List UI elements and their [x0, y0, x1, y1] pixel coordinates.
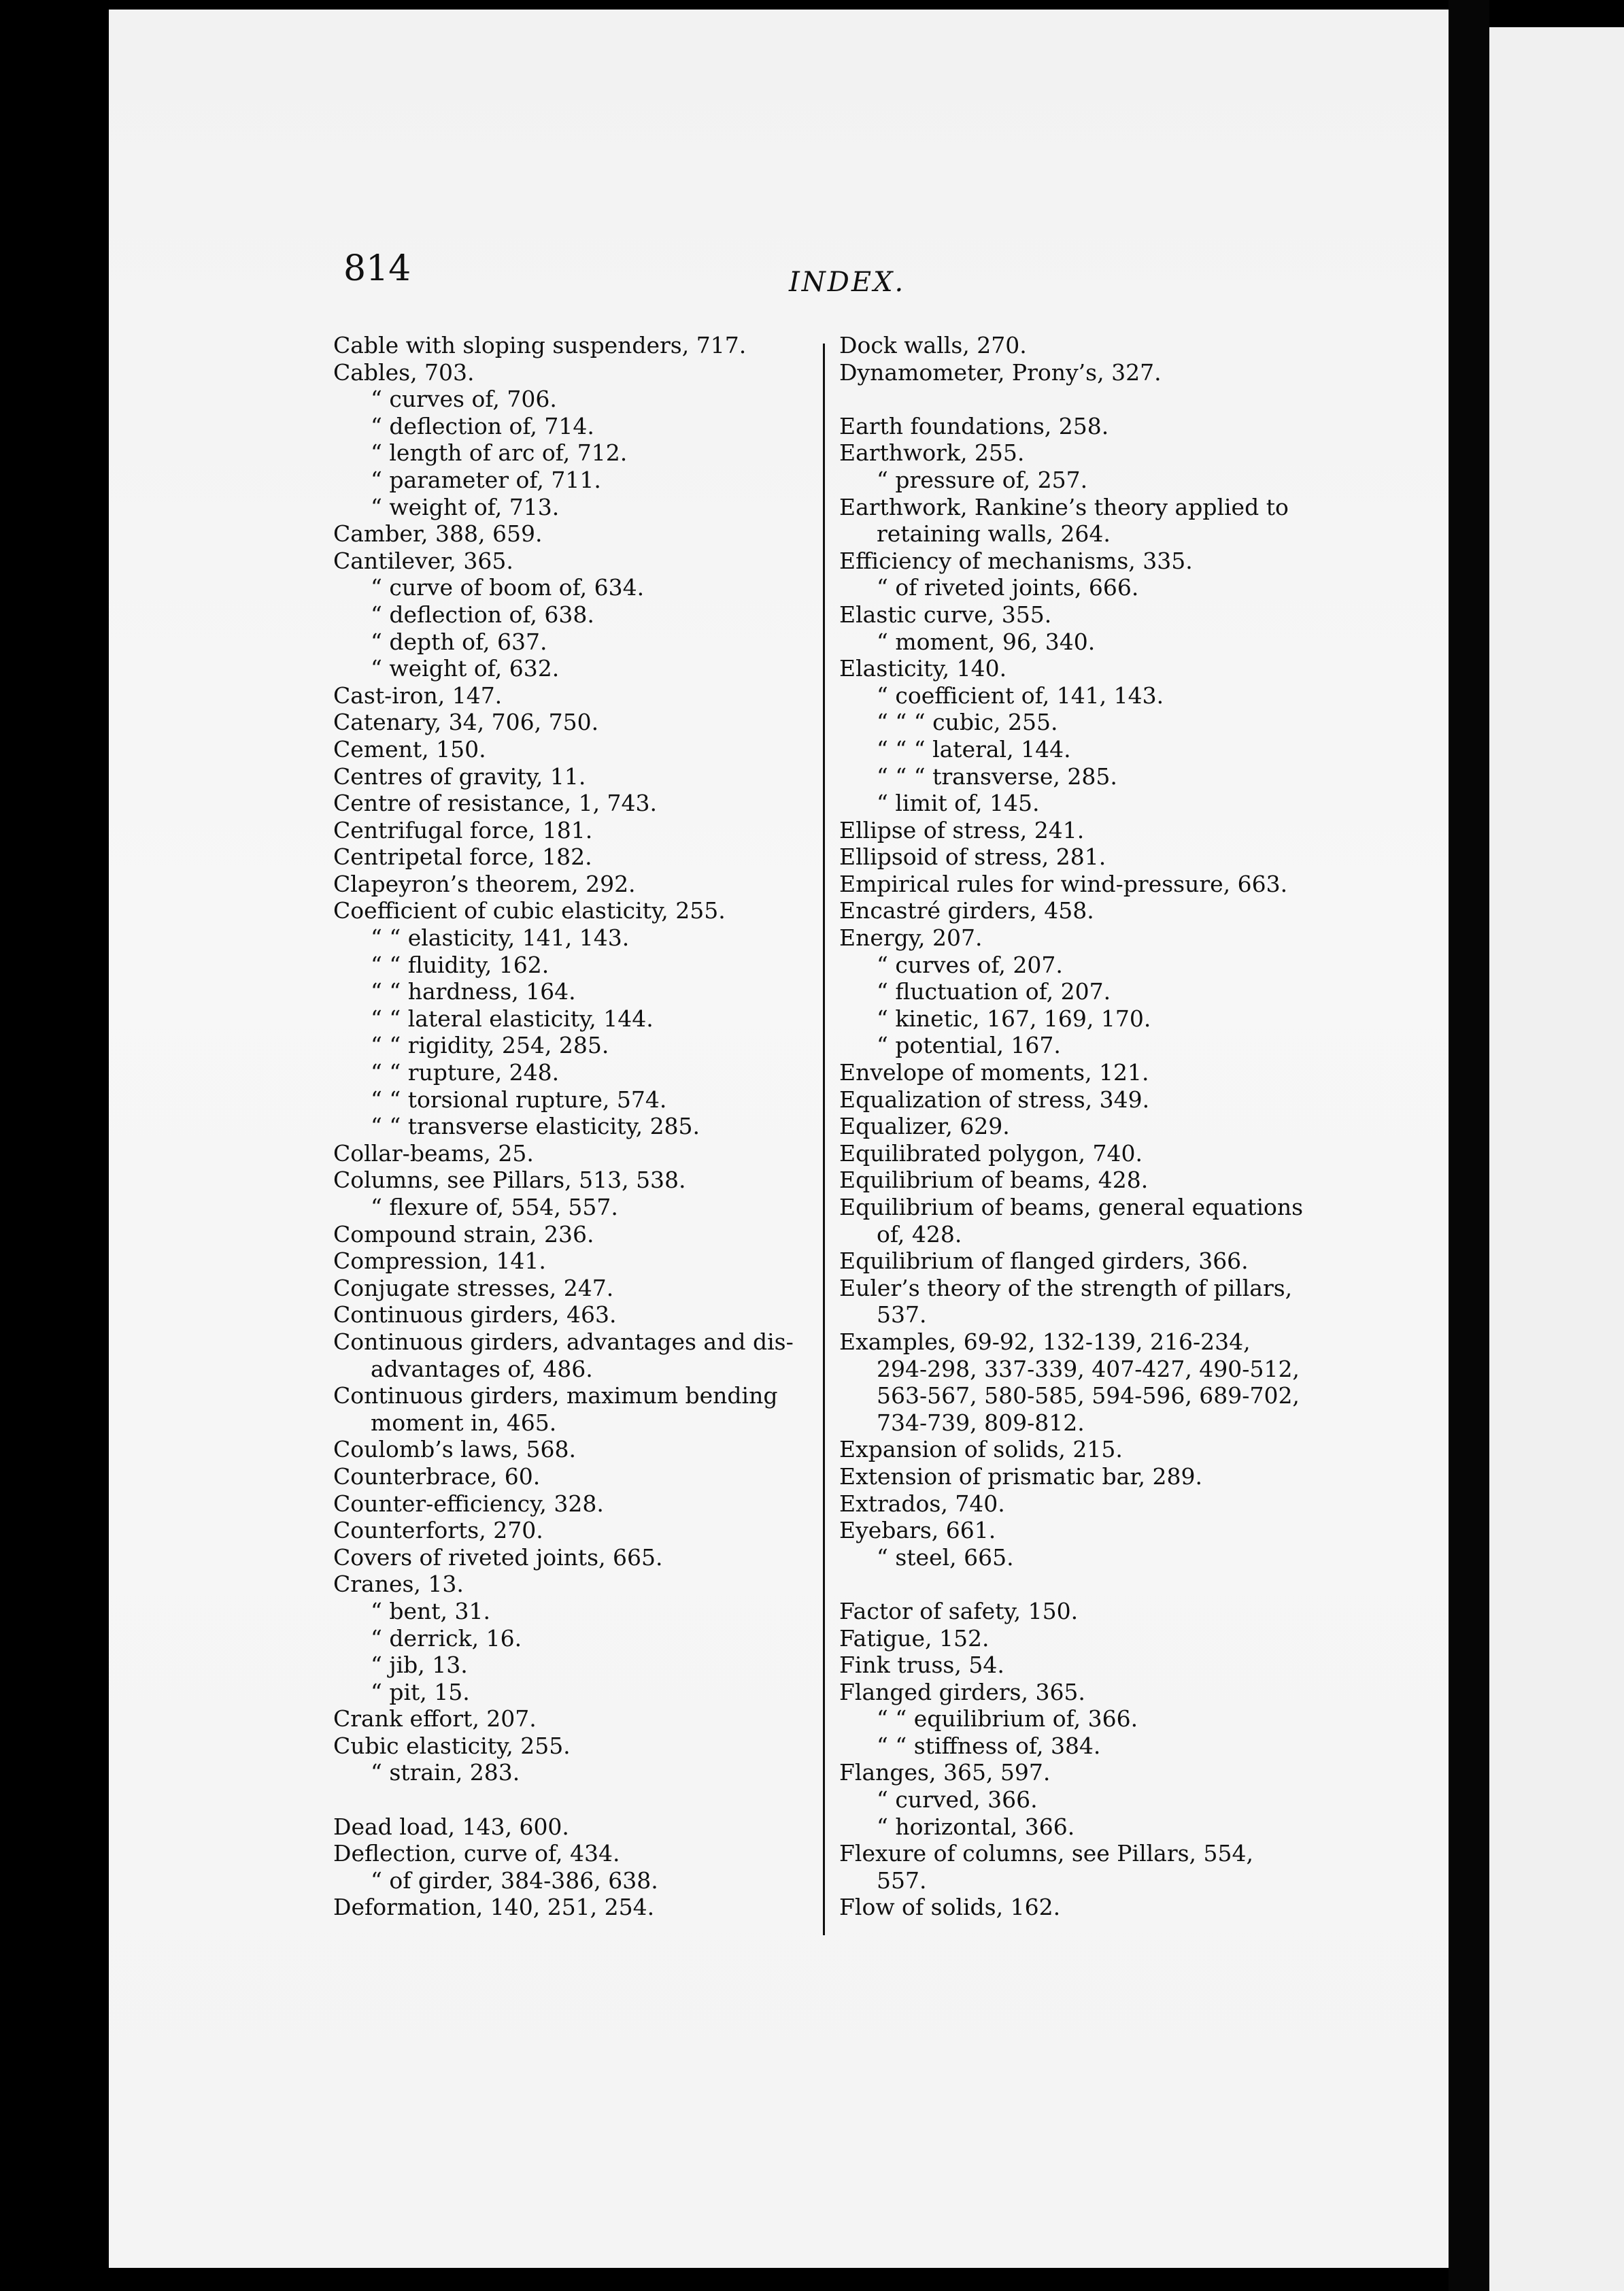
index-entry: Crank effort, 207. [333, 1705, 537, 1733]
index-entry: “ curves of, 207. [877, 951, 1063, 978]
index-entry: moment in, 465. [371, 1409, 557, 1436]
index-entry: 734-739, 809-812. [877, 1409, 1085, 1436]
index-entry: Counter-efficiency, 328. [333, 1490, 604, 1517]
index-entry: “ “ stiffness of, 384. [877, 1732, 1101, 1759]
index-gap [839, 1571, 1336, 1598]
index-entry: Extension of prismatic bar, 289. [839, 1462, 1202, 1490]
page-number: 814 [343, 248, 411, 289]
index-entry: Cantilever, 365. [333, 547, 513, 574]
index-entry: “ moment, 96, 340. [877, 628, 1096, 655]
index-entry: “ flexure of, 554, 557. [371, 1194, 618, 1220]
index-entry: “ jib, 13. [371, 1652, 468, 1679]
index-entry: Encastré girders, 458. [839, 897, 1094, 924]
index-entry: Flanged girders, 365. [839, 1678, 1085, 1705]
index-entry: Counterforts, 270. [333, 1517, 543, 1544]
index-entry: Flow of solids, 162. [839, 1894, 1061, 1921]
index-entry: “ “ “ lateral, 144. [877, 735, 1071, 763]
index-entry: “ of riveted joints, 666. [877, 574, 1139, 601]
index-entry: Camber, 388, 659. [333, 520, 543, 548]
index-entry: Conjugate stresses, 247. [333, 1274, 614, 1301]
index-entry: Cubic elasticity, 255. [333, 1732, 571, 1759]
index-entry: Equalization of stress, 349. [839, 1086, 1150, 1113]
index-entry: 537. [877, 1301, 927, 1328]
index-entry: Deflection, curve of, 434. [333, 1840, 620, 1867]
index-entry: “ fluctuation of, 207. [877, 978, 1111, 1005]
binding-shadow [1449, 0, 1489, 2291]
index-entry: Flexure of columns, see Pillars, 554, [839, 1840, 1254, 1867]
index-entry: 563-567, 580-585, 594-596, 689-702, [877, 1382, 1300, 1409]
index-column-left [333, 332, 816, 1921]
index-entry: Empirical rules for wind-pressure, 663. [839, 870, 1288, 897]
index-entry: “ curved, 366. [877, 1786, 1038, 1813]
index-entry: Elasticity, 140. [839, 655, 1007, 682]
index-entry: Cranes, 13. [333, 1571, 464, 1598]
index-entry: Equilibrium of beams, 428. [839, 1167, 1149, 1194]
index-entry: “ deflection of, 638. [371, 601, 594, 628]
index-entry: Equilibrium of flanged girders, 366. [839, 1248, 1249, 1275]
index-entry: “ horizontal, 366. [877, 1813, 1075, 1840]
index-entry: “ “ “ cubic, 255. [877, 709, 1058, 736]
index-entry: “ bent, 31. [371, 1597, 490, 1624]
index-entry: Continuous girders, advantages and dis- [333, 1328, 794, 1355]
index-entry: “ curves of, 706. [371, 386, 557, 413]
running-head: INDEX. [789, 267, 906, 298]
index-entry: Envelope of moments, 121. [839, 1059, 1149, 1086]
index-entry: “ deflection of, 714. [371, 412, 594, 439]
index-entry: Factor of safety, 150. [839, 1597, 1079, 1624]
index-entry: Equalizer, 629. [839, 1113, 1010, 1140]
index-entry: Euler’s theory of the strength of pillars, [839, 1274, 1293, 1301]
index-entry: Expansion of solids, 215. [839, 1436, 1123, 1463]
adjacent-page-edge [1489, 27, 1624, 2291]
index-entry: Coefficient of cubic elasticity, 255. [333, 897, 726, 924]
index-entry: Cables, 703. [333, 358, 475, 386]
index-entry: Counterbrace, 60. [333, 1462, 541, 1490]
index-entry: Continuous girders, maximum bending [333, 1382, 778, 1409]
index-entry: Coulomb’s laws, 568. [333, 1436, 576, 1463]
index-entry: “ derrick, 16. [371, 1624, 522, 1652]
index-entry: Dock walls, 270. [839, 332, 1027, 358]
index-entry: “ coefficient of, 141, 143. [877, 682, 1164, 709]
index-entry: Examples, 69-92, 132-139, 216-234, [839, 1328, 1251, 1355]
index-entry: Compound strain, 236. [333, 1220, 594, 1248]
index-entry: “ weight of, 632. [371, 655, 560, 682]
index-gap [333, 1786, 816, 1813]
index-entry: “ “ hardness, 164. [371, 978, 576, 1005]
index-entry: Dynamometer, Prony’s, 327. [839, 358, 1162, 386]
index-entry: Centre of resistance, 1, 743. [333, 790, 658, 817]
index-entry: “ “ fluidity, 162. [371, 951, 549, 978]
index-entry: Clapeyron’s theorem, 292. [333, 870, 636, 897]
index-entry: Ellipsoid of stress, 281. [839, 843, 1106, 871]
index-entry: Compression, 141. [333, 1248, 546, 1275]
index-entry: “ “ torsional rupture, 574. [371, 1086, 667, 1113]
index-column-right [839, 332, 1336, 1921]
index-entry: Collar-beams, 25. [333, 1139, 534, 1167]
index-entry: “ of girder, 384-386, 638. [371, 1867, 658, 1894]
index-entry: “ “ “ transverse, 285. [877, 763, 1117, 790]
index-entry: Eyebars, 661. [839, 1517, 996, 1544]
index-entry: Covers of riveted joints, 665. [333, 1543, 663, 1571]
index-entry: Equilibrated polygon, 740. [839, 1139, 1143, 1167]
index-entry: “ strain, 283. [371, 1759, 520, 1786]
index-entry: Centripetal force, 182. [333, 843, 592, 871]
index-entry: “ weight of, 713. [371, 493, 560, 520]
index-entry: Cable with sloping suspenders, 717. [333, 332, 747, 358]
index-entry: Efficiency of mechanisms, 335. [839, 547, 1193, 574]
index-entry: “ limit of, 145. [877, 790, 1040, 817]
index-entry: “ pit, 15. [371, 1678, 470, 1705]
index-entry: 557. [877, 1867, 927, 1894]
index-entry: “ “ rigidity, 254, 285. [371, 1032, 609, 1059]
index-entry: Deformation, 140, 251, 254. [333, 1894, 655, 1921]
index-entry: Fatigue, 152. [839, 1624, 989, 1652]
index-entry: Centrifugal force, 181. [333, 816, 593, 843]
index-entry: “ “ equilibrium of, 366. [877, 1705, 1138, 1733]
index-entry: 294-298, 337-339, 407-427, 490-512, [877, 1355, 1300, 1382]
index-entry: “ curve of boom of, 634. [371, 574, 645, 601]
index-entry: “ potential, 167. [877, 1032, 1061, 1059]
index-entry: “ “ elasticity, 141, 143. [371, 924, 630, 952]
index-entry: Energy, 207. [839, 924, 983, 952]
index-entry: Dead load, 143, 600. [333, 1813, 569, 1840]
index-entry: retaining walls, 264. [877, 520, 1111, 548]
index-entry: of, 428. [877, 1220, 962, 1248]
index-entry: Centres of gravity, 11. [333, 763, 586, 790]
index-entry: Earth foundations, 258. [839, 412, 1109, 439]
index-entry: Fink truss, 54. [839, 1652, 1004, 1679]
index-entry: Equilibrium of beams, general equations [839, 1194, 1304, 1220]
index-entry: “ “ rupture, 248. [371, 1059, 560, 1086]
index-entry: “ depth of, 637. [371, 628, 547, 655]
index-entry: Continuous girders, 463. [333, 1301, 617, 1328]
index-entry: Cast-iron, 147. [333, 682, 503, 709]
index-entry: Earthwork, Rankine’s theory applied to [839, 493, 1289, 520]
index-entry: Ellipse of stress, 241. [839, 816, 1085, 843]
index-entry: “ pressure of, 257. [877, 466, 1088, 493]
index-entry: Elastic curve, 355. [839, 601, 1052, 628]
index-entry: Extrados, 740. [839, 1490, 1005, 1517]
index-entry: “ kinetic, 167, 169, 170. [877, 1005, 1151, 1032]
index-entry: “ steel, 665. [877, 1543, 1014, 1571]
column-rule [823, 344, 825, 1935]
index-entry: Catenary, 34, 706, 750. [333, 709, 599, 736]
index-entry: “ “ lateral elasticity, 144. [371, 1005, 654, 1032]
index-entry: Flanges, 365, 597. [839, 1759, 1051, 1786]
index-entry: “ length of arc of, 712. [371, 439, 628, 467]
index-entry: Earthwork, 255. [839, 439, 1025, 467]
index-gap [839, 386, 1336, 413]
index-entry: “ “ transverse elasticity, 285. [371, 1113, 700, 1140]
index-entry: “ parameter of, 711. [371, 466, 601, 493]
index-entry: Cement, 150. [333, 735, 486, 763]
index-entry: Columns, see Pillars, 513, 538. [333, 1167, 686, 1194]
index-entry: advantages of, 486. [371, 1355, 593, 1382]
